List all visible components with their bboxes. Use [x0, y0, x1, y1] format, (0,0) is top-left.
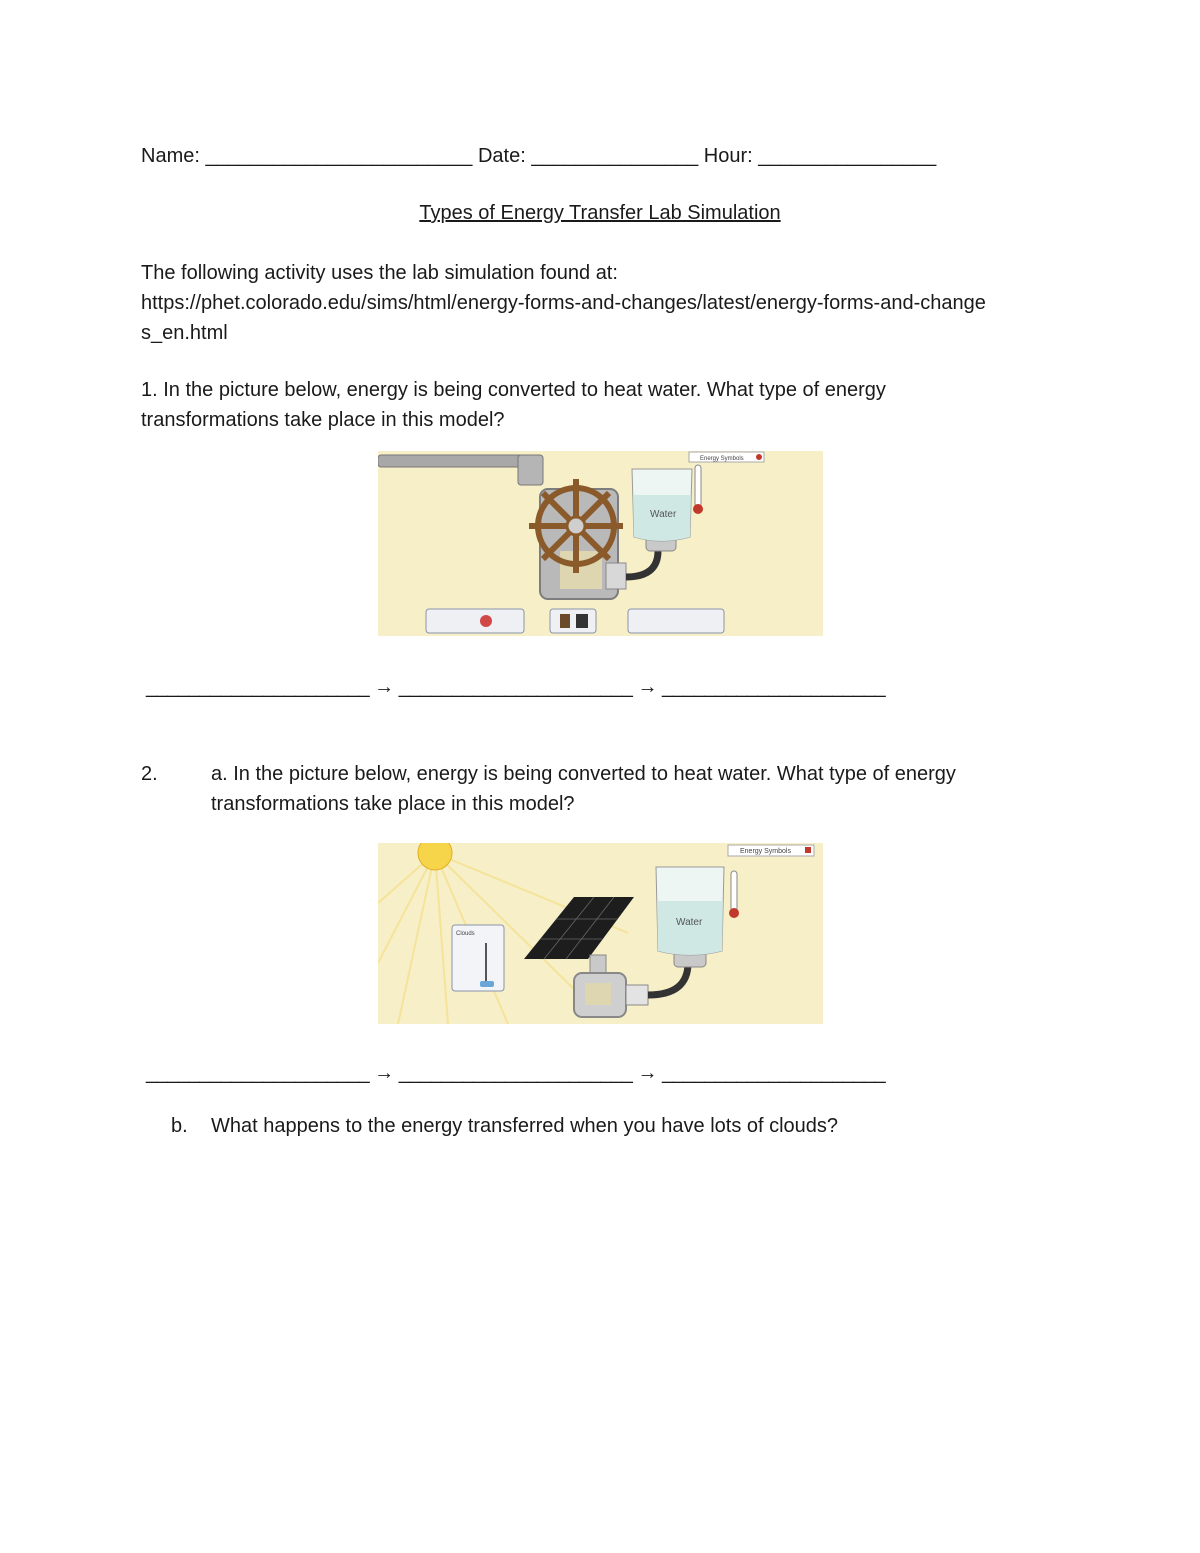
question-1-line-2: transformations take place in this model? — [141, 409, 505, 431]
intro-text: The following activity uses the lab simulation found at: — [141, 262, 618, 284]
source-toolbar — [426, 609, 524, 633]
thermometer-icon — [695, 465, 701, 507]
page-title: Types of Energy Transfer Lab Simulation — [419, 202, 781, 224]
question-2a-line-1: a. In the picture below, energy is being converted to heat water. What type of energy — [211, 763, 956, 785]
question-1-line-1: 1. In the picture below, energy is being converted to heat water. What type of energy — [141, 379, 886, 401]
date-label: Date: — [477, 145, 526, 167]
question-2-answer-line: _____________________ → ______________________ → _____________________ — [146, 1062, 886, 1084]
faucet-pipe — [378, 455, 528, 467]
cloud-slider-thumb — [480, 981, 494, 987]
name-blank: ________________________ — [205, 145, 473, 167]
question-2b-text: What happens to the energy transferred when you have lots of clouds? — [211, 1115, 839, 1137]
beaker-water — [657, 901, 723, 955]
energy-symbols-label: Energy Symbols — [740, 848, 791, 855]
date-blank: _______________ — [531, 145, 699, 167]
cloud-panel-label: Clouds — [456, 931, 475, 937]
question-1-sim-image — [378, 451, 823, 636]
toolbar-icon — [576, 614, 588, 628]
thermometer-icon — [731, 871, 737, 911]
solar-panel-illustration — [378, 843, 823, 1024]
energy-symbols-label: Energy Symbols — [700, 456, 744, 462]
hour-blank: ________________ — [758, 145, 937, 167]
toolbar-icon — [480, 615, 492, 627]
question-2a-line-2: transformations take place in this model? — [211, 793, 575, 815]
header-line — [141, 144, 936, 168]
question-2b-label: b. — [171, 1115, 188, 1137]
sim-url-line-2: s_en.html — [141, 322, 228, 344]
name-label: Name: — [141, 145, 200, 167]
sim-url-line-1: https://phet.colorado.edu/sims/html/energy-forms-and-changes/latest/energy-forms-and-change — [141, 292, 986, 314]
pipe-connector — [606, 563, 626, 589]
heat-pipe — [626, 551, 658, 577]
question-2-sim-image — [378, 843, 823, 1024]
hour-label: Hour: — [703, 145, 753, 167]
beaker-label: Water — [676, 917, 703, 928]
heat-pipe — [648, 963, 688, 995]
converter-toolbar — [550, 609, 596, 633]
question-1-answer-line: _____________________ → ______________________ → _____________________ — [146, 676, 886, 698]
water-wheel-illustration — [378, 451, 823, 636]
toolbar-icon — [560, 614, 570, 628]
faucet-spout — [518, 455, 543, 485]
user-toolbar — [628, 609, 724, 633]
question-2-number: 2. — [141, 763, 158, 785]
beaker-label: Water — [650, 509, 677, 520]
